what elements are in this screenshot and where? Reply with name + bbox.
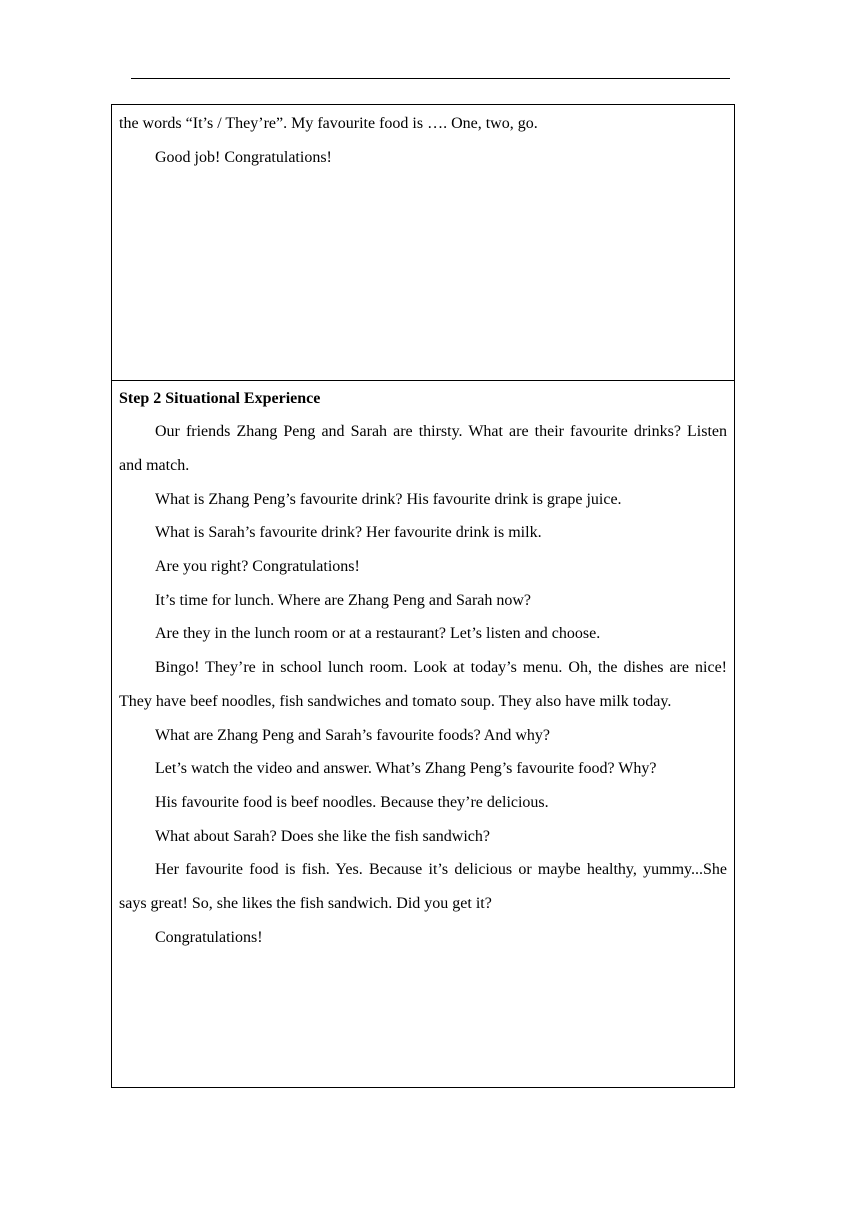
paragraph-continued: the words “It’s / They’re”. My favourite food is …. One, two, go. bbox=[119, 115, 538, 132]
paragraph-good-job: Good job! Congratulations! bbox=[155, 148, 332, 166]
table-cell-continuation bbox=[112, 105, 734, 381]
paragraph-watch-video: Let’s watch the video and answer. What’s Zhang Peng’s favourite food? Why? bbox=[155, 760, 657, 778]
paragraph-sarah-fish: Her favourite food is fish. Yes. Because it’s delicious or maybe healthy, yummy...She says great! So, she likes the fish sandwich. Did you get it? bbox=[119, 861, 727, 913]
step-heading: Step 2 Situational Experience bbox=[119, 389, 321, 407]
paragraph-beef-noodles: His favourite food is beef noodles. Because they’re delicious. bbox=[155, 793, 549, 811]
paragraph-thirsty: Our friends Zhang Peng and Sarah are thirsty. What are their favourite drinks? Listen and match. bbox=[119, 423, 727, 474]
paragraph-favourite-foods-question: What are Zhang Peng and Sarah’s favourite foods? And why? bbox=[155, 726, 550, 744]
paragraph-zhang-peng-drink: What is Zhang Peng’s favourite drink? His favourite drink is grape juice. bbox=[155, 490, 622, 508]
table-cell-step-2 bbox=[112, 381, 734, 1087]
paragraph-bingo-menu: Bingo! They’re in school lunch room. Look at today’s menu. Oh, the dishes are nice! They have beef noodles, fish sandwiches and tomato soup. They also have milk today. bbox=[119, 659, 727, 710]
paragraph-what-about-sarah: What about Sarah? Does she like the fish sandwich? bbox=[155, 827, 491, 845]
paragraph-are-you-right: Are you right? Congratulations! bbox=[155, 558, 360, 576]
paragraph-congratulations: Congratulations! bbox=[155, 928, 263, 946]
paragraph-lunch-room-question: Are they in the lunch room or at a restaurant? Let’s listen and choose. bbox=[155, 625, 601, 643]
paragraph-time-for-lunch: It’s time for lunch. Where are Zhang Peng and Sarah now? bbox=[155, 591, 532, 609]
header-rule bbox=[131, 78, 730, 79]
lesson-table bbox=[111, 104, 735, 1088]
paragraph-sarah-drink: What is Sarah’s favourite drink? Her favourite drink is milk. bbox=[155, 524, 542, 542]
